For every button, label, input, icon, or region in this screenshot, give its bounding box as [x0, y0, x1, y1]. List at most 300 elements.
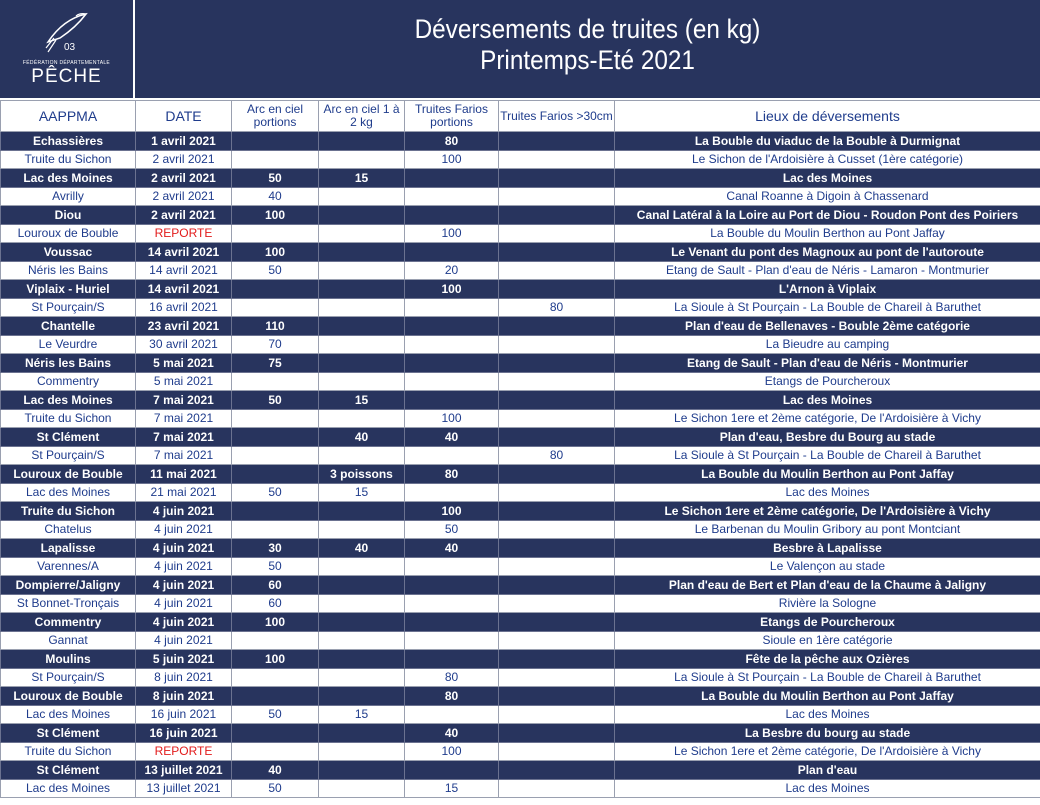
header-banner: [0, 0, 1040, 98]
cell-date: 8 juin 2021: [136, 687, 232, 706]
table-row: [1, 261, 1040, 280]
federation-logo: [0, 0, 135, 98]
cell-arc-portions: [232, 465, 319, 484]
cell-aappma: Chantelle: [1, 317, 136, 336]
cell-lieu: Plan d'eau: [615, 761, 1040, 780]
cell-lieu: Le Sichon 1ere et 2ème catégorie, De l'Ardoisière à Vichy: [615, 742, 1040, 761]
cell-farios-portions: 100: [405, 224, 499, 243]
cell-lieu: Canal Roanne à Digoin à Chassenard: [615, 187, 1040, 206]
cell-date: 4 juin 2021: [136, 520, 232, 539]
cell-arc-portions: 70: [232, 335, 319, 354]
cell-arc-1-2kg: [319, 446, 405, 465]
cell-arc-1-2kg: [319, 779, 405, 798]
cell-farios-portions: [405, 483, 499, 502]
cell-lieu: Plan d'eau de Bert et Plan d'eau de la Chaume à Jaligny: [615, 576, 1040, 595]
logo-number: 03: [64, 42, 76, 53]
table-row: [1, 187, 1040, 206]
table-row: [1, 576, 1040, 595]
cell-aappma: Louroux de Bouble: [1, 224, 136, 243]
table-row: [1, 150, 1040, 169]
cell-farios-portions: [405, 187, 499, 206]
cell-arc-1-2kg: [319, 520, 405, 539]
cell-aappma: Varennes/A: [1, 557, 136, 576]
cell-farios-portions: [405, 354, 499, 373]
cell-lieu: Le Barbenan du Moulin Gribory au pont Montciant: [615, 520, 1040, 539]
cell-date: 13 juillet 2021: [136, 779, 232, 798]
cell-aappma: Néris les Bains: [1, 261, 136, 280]
cell-arc-portions: 100: [232, 650, 319, 669]
cell-date: 4 juin 2021: [136, 576, 232, 595]
cell-lieu: La Sioule à St Pourçain - La Bouble de Chareil à Baruthet: [615, 446, 1040, 465]
cell-arc-1-2kg: [319, 409, 405, 428]
cell-date: REPORTE: [136, 742, 232, 761]
cell-farios-30cm: [499, 243, 615, 262]
cell-aappma: Diou: [1, 206, 136, 225]
cell-farios-portions: [405, 169, 499, 188]
cell-arc-portions: 50: [232, 557, 319, 576]
cell-farios-portions: [405, 446, 499, 465]
cell-arc-1-2kg: [319, 650, 405, 669]
cell-date: 14 avril 2021: [136, 261, 232, 280]
table-row: [1, 372, 1040, 391]
cell-aappma: Viplaix - Huriel: [1, 280, 136, 299]
table-row: [1, 280, 1040, 299]
cell-farios-30cm: [499, 557, 615, 576]
cell-farios-30cm: [499, 280, 615, 299]
cell-farios-portions: [405, 391, 499, 410]
cell-aappma: Avrilly: [1, 187, 136, 206]
table-row: [1, 317, 1040, 336]
cell-arc-portions: [232, 742, 319, 761]
cell-lieu: Lac des Moines: [615, 779, 1040, 798]
cell-arc-portions: [232, 280, 319, 299]
cell-arc-1-2kg: 3 poissons: [319, 465, 405, 484]
cell-arc-1-2kg: [319, 631, 405, 650]
table-row: [1, 779, 1040, 798]
cell-arc-portions: 50: [232, 261, 319, 280]
table-row: [1, 687, 1040, 706]
cell-farios-30cm: [499, 335, 615, 354]
table-row: [1, 428, 1040, 447]
cell-date: 7 mai 2021: [136, 446, 232, 465]
cell-aappma: Truite du Sichon: [1, 742, 136, 761]
cell-arc-portions: 100: [232, 243, 319, 262]
cell-farios-30cm: [499, 317, 615, 336]
cell-date: 2 avril 2021: [136, 187, 232, 206]
cell-aappma: Louroux de Bouble: [1, 687, 136, 706]
cell-farios-portions: 40: [405, 724, 499, 743]
cell-arc-1-2kg: [319, 687, 405, 706]
cell-farios-30cm: [499, 483, 615, 502]
cell-date: 8 juin 2021: [136, 668, 232, 687]
cell-farios-30cm: [499, 761, 615, 780]
cell-date: 7 mai 2021: [136, 428, 232, 447]
cell-arc-1-2kg: [319, 576, 405, 595]
table-row: [1, 409, 1040, 428]
cell-aappma: Commentry: [1, 613, 136, 632]
cell-date: REPORTE: [136, 224, 232, 243]
cell-farios-30cm: [499, 705, 615, 724]
cell-arc-portions: [232, 150, 319, 169]
cell-farios-portions: 80: [405, 687, 499, 706]
table-header-row: [1, 101, 1040, 132]
cell-lieu: Le Valençon au stade: [615, 557, 1040, 576]
cell-arc-portions: 40: [232, 761, 319, 780]
cell-arc-portions: 40: [232, 187, 319, 206]
cell-lieu: Plan d'eau de Bellenaves - Bouble 2ème catégorie: [615, 317, 1040, 336]
table-row: [1, 446, 1040, 465]
cell-farios-portions: 100: [405, 742, 499, 761]
column-header: Truites Farios >30cm: [499, 101, 615, 132]
cell-lieu: Lac des Moines: [615, 483, 1040, 502]
cell-arc-1-2kg: 15: [319, 169, 405, 188]
cell-farios-30cm: [499, 520, 615, 539]
table-row: [1, 631, 1040, 650]
cell-lieu: La Bouble du viaduc de la Bouble à Durmignat: [615, 132, 1040, 151]
cell-date: 11 mai 2021: [136, 465, 232, 484]
cell-lieu: Le Venant du pont des Magnoux au pont de l'autoroute: [615, 243, 1040, 262]
logo-name: PÊCHE: [31, 66, 102, 87]
cell-arc-portions: 100: [232, 613, 319, 632]
cell-aappma: Le Veurdre: [1, 335, 136, 354]
page-title: [180, 14, 995, 76]
cell-arc-portions: 100: [232, 206, 319, 225]
cell-arc-1-2kg: [319, 243, 405, 262]
cell-lieu: Etang de Sault - Plan d'eau de Néris - Lamaron - Montmurier: [615, 261, 1040, 280]
cell-farios-30cm: [499, 742, 615, 761]
cell-farios-30cm: [499, 576, 615, 595]
cell-arc-portions: [232, 724, 319, 743]
cell-date: 16 avril 2021: [136, 298, 232, 317]
cell-aappma: Lac des Moines: [1, 169, 136, 188]
cell-date: 4 juin 2021: [136, 613, 232, 632]
cell-arc-portions: [232, 428, 319, 447]
cell-farios-portions: [405, 576, 499, 595]
cell-farios-portions: 80: [405, 668, 499, 687]
cell-arc-portions: 60: [232, 576, 319, 595]
cell-arc-1-2kg: [319, 335, 405, 354]
cell-arc-1-2kg: 15: [319, 705, 405, 724]
cell-farios-30cm: [499, 668, 615, 687]
cell-aappma: Voussac: [1, 243, 136, 262]
table-row: [1, 724, 1040, 743]
cell-farios-30cm: [499, 613, 615, 632]
column-header: Lieux de déversements: [615, 101, 1040, 132]
table-row: [1, 705, 1040, 724]
cell-aappma: Lac des Moines: [1, 483, 136, 502]
cell-date: 2 avril 2021: [136, 150, 232, 169]
cell-arc-1-2kg: 15: [319, 483, 405, 502]
cell-arc-1-2kg: [319, 354, 405, 373]
cell-aappma: Néris les Bains: [1, 354, 136, 373]
deversements-table: [0, 100, 1040, 798]
column-header: Truites Farios portions: [405, 101, 499, 132]
cell-lieu: Fête de la pêche aux Ozières: [615, 650, 1040, 669]
cell-aappma: Truite du Sichon: [1, 409, 136, 428]
cell-aappma: St Pourçain/S: [1, 298, 136, 317]
cell-date: 7 mai 2021: [136, 391, 232, 410]
table-body: [1, 132, 1040, 798]
table-row: [1, 465, 1040, 484]
cell-aappma: St Clément: [1, 428, 136, 447]
table-row: [1, 483, 1040, 502]
cell-arc-1-2kg: [319, 613, 405, 632]
cell-aappma: Truite du Sichon: [1, 150, 136, 169]
cell-lieu: La Sioule à St Pourçain - La Bouble de Chareil à Baruthet: [615, 298, 1040, 317]
cell-arc-portions: [232, 224, 319, 243]
table-row: [1, 520, 1040, 539]
table-row: [1, 650, 1040, 669]
cell-lieu: Besbre à Lapalisse: [615, 539, 1040, 558]
cell-lieu: La Besbre du bourg au stade: [615, 724, 1040, 743]
cell-farios-30cm: 80: [499, 446, 615, 465]
title-line-2: Printemps-Eté 2021: [480, 45, 695, 75]
cell-lieu: Le Sichon 1ere et 2ème catégorie, De l'Ardoisière à Vichy: [615, 502, 1040, 521]
cell-lieu: Sioule en 1ère catégorie: [615, 631, 1040, 650]
cell-date: 30 avril 2021: [136, 335, 232, 354]
cell-date: 4 juin 2021: [136, 502, 232, 521]
cell-date: 14 avril 2021: [136, 280, 232, 299]
table-row: [1, 557, 1040, 576]
column-header: AAPPMA: [1, 101, 136, 132]
cell-aappma: Echassières: [1, 132, 136, 151]
cell-lieu: La Bouble du Moulin Berthon au Pont Jaffay: [615, 465, 1040, 484]
cell-arc-1-2kg: [319, 187, 405, 206]
cell-arc-portions: 50: [232, 391, 319, 410]
cell-farios-30cm: [499, 465, 615, 484]
cell-farios-30cm: [499, 354, 615, 373]
cell-aappma: Moulins: [1, 650, 136, 669]
cell-aappma: Lac des Moines: [1, 391, 136, 410]
cell-farios-30cm: [499, 594, 615, 613]
table-row: [1, 243, 1040, 262]
cell-date: 4 juin 2021: [136, 594, 232, 613]
cell-aappma: Chatelus: [1, 520, 136, 539]
cell-arc-portions: [232, 446, 319, 465]
cell-lieu: La Sioule à St Pourçain - La Bouble de Chareil à Baruthet: [615, 668, 1040, 687]
cell-arc-1-2kg: 40: [319, 428, 405, 447]
cell-lieu: Plan d'eau, Besbre du Bourg au stade: [615, 428, 1040, 447]
cell-farios-portions: [405, 557, 499, 576]
cell-farios-portions: 20: [405, 261, 499, 280]
cell-farios-portions: 100: [405, 150, 499, 169]
cell-farios-portions: [405, 650, 499, 669]
table-row: [1, 169, 1040, 188]
cell-date: 5 juin 2021: [136, 650, 232, 669]
cell-aappma: St Clément: [1, 761, 136, 780]
cell-arc-portions: 75: [232, 354, 319, 373]
table-row: [1, 224, 1040, 243]
cell-farios-portions: [405, 631, 499, 650]
cell-lieu: Canal Latéral à la Loire au Port de Diou - Roudon Pont des Poiriers: [615, 206, 1040, 225]
logo-federation-text: FÉDÉRATION DÉPARTEMENTALE: [22, 60, 111, 66]
cell-aappma: St Pourçain/S: [1, 668, 136, 687]
cell-aappma: Lac des Moines: [1, 779, 136, 798]
cell-date: 2 avril 2021: [136, 169, 232, 188]
cell-arc-portions: 50: [232, 169, 319, 188]
cell-lieu: Etang de Sault - Plan d'eau de Néris - Montmurier: [615, 354, 1040, 373]
column-header: Arc en ciel 1 à 2 kg: [319, 101, 405, 132]
cell-farios-portions: 100: [405, 409, 499, 428]
cell-arc-1-2kg: [319, 280, 405, 299]
cell-farios-portions: [405, 243, 499, 262]
cell-farios-30cm: [499, 502, 615, 521]
cell-farios-30cm: [499, 779, 615, 798]
cell-arc-1-2kg: [319, 742, 405, 761]
cell-arc-1-2kg: [319, 206, 405, 225]
cell-lieu: Le Sichon 1ere et 2ème catégorie, De l'Ardoisière à Vichy: [615, 409, 1040, 428]
cell-arc-1-2kg: [319, 261, 405, 280]
cell-date: 13 juillet 2021: [136, 761, 232, 780]
cell-arc-portions: [232, 502, 319, 521]
column-header: DATE: [136, 101, 232, 132]
table-row: [1, 539, 1040, 558]
title-line-1: Déversements de truites (en kg): [414, 14, 761, 44]
cell-farios-30cm: [499, 150, 615, 169]
table-row: [1, 742, 1040, 761]
cell-farios-portions: [405, 594, 499, 613]
table-row: [1, 335, 1040, 354]
cell-date: 2 avril 2021: [136, 206, 232, 225]
cell-lieu: Lac des Moines: [615, 705, 1040, 724]
cell-farios-30cm: [499, 409, 615, 428]
cell-lieu: Lac des Moines: [615, 391, 1040, 410]
cell-arc-1-2kg: [319, 317, 405, 336]
cell-farios-portions: [405, 206, 499, 225]
cell-arc-portions: [232, 409, 319, 428]
cell-date: 16 juin 2021: [136, 705, 232, 724]
cell-arc-1-2kg: [319, 298, 405, 317]
table-row: [1, 391, 1040, 410]
cell-arc-portions: [232, 132, 319, 151]
cell-arc-1-2kg: [319, 724, 405, 743]
cell-farios-30cm: [499, 391, 615, 410]
cell-arc-1-2kg: [319, 668, 405, 687]
cell-farios-portions: [405, 705, 499, 724]
cell-arc-portions: 50: [232, 483, 319, 502]
cell-farios-30cm: [499, 687, 615, 706]
table-row: [1, 613, 1040, 632]
cell-arc-portions: 60: [232, 594, 319, 613]
cell-arc-1-2kg: [319, 502, 405, 521]
cell-farios-30cm: [499, 224, 615, 243]
cell-farios-portions: 15: [405, 779, 499, 798]
cell-arc-1-2kg: 40: [319, 539, 405, 558]
cell-farios-portions: 40: [405, 539, 499, 558]
cell-arc-1-2kg: [319, 557, 405, 576]
cell-farios-portions: 40: [405, 428, 499, 447]
cell-date: 21 mai 2021: [136, 483, 232, 502]
cell-farios-30cm: [499, 169, 615, 188]
cell-farios-30cm: 80: [499, 298, 615, 317]
column-header: Arc en ciel portions: [232, 101, 319, 132]
cell-aappma: St Pourçain/S: [1, 446, 136, 465]
cell-farios-30cm: [499, 539, 615, 558]
cell-farios-portions: [405, 335, 499, 354]
cell-farios-30cm: [499, 724, 615, 743]
table-row: [1, 668, 1040, 687]
cell-lieu: Lac des Moines: [615, 169, 1040, 188]
cell-aappma: St Bonnet-Tronçais: [1, 594, 136, 613]
table-row: [1, 594, 1040, 613]
cell-aappma: Lac des Moines: [1, 705, 136, 724]
table-row: [1, 132, 1040, 151]
cell-date: 4 juin 2021: [136, 631, 232, 650]
cell-date: 16 juin 2021: [136, 724, 232, 743]
cell-arc-portions: [232, 520, 319, 539]
cell-aappma: Lapalisse: [1, 539, 136, 558]
cell-arc-portions: [232, 631, 319, 650]
cell-date: 23 avril 2021: [136, 317, 232, 336]
cell-date: 7 mai 2021: [136, 409, 232, 428]
cell-lieu: Rivière la Sologne: [615, 594, 1040, 613]
cell-aappma: St Clément: [1, 724, 136, 743]
cell-aappma: Truite du Sichon: [1, 502, 136, 521]
table-row: [1, 761, 1040, 780]
cell-date: 5 mai 2021: [136, 372, 232, 391]
fish-icon: [42, 8, 92, 56]
cell-arc-1-2kg: [319, 372, 405, 391]
cell-aappma: Louroux de Bouble: [1, 465, 136, 484]
table-row: [1, 298, 1040, 317]
cell-farios-30cm: [499, 631, 615, 650]
cell-farios-portions: 80: [405, 465, 499, 484]
cell-farios-portions: [405, 761, 499, 780]
cell-arc-portions: 30: [232, 539, 319, 558]
cell-farios-portions: [405, 298, 499, 317]
cell-arc-portions: 50: [232, 779, 319, 798]
cell-farios-portions: [405, 613, 499, 632]
table-row: [1, 502, 1040, 521]
cell-farios-portions: 50: [405, 520, 499, 539]
cell-date: 5 mai 2021: [136, 354, 232, 373]
cell-aappma: Dompierre/Jaligny: [1, 576, 136, 595]
cell-lieu: L'Arnon à Viplaix: [615, 280, 1040, 299]
cell-arc-portions: 110: [232, 317, 319, 336]
table-row: [1, 206, 1040, 225]
cell-farios-portions: 100: [405, 502, 499, 521]
cell-lieu: La Bieudre au camping: [615, 335, 1040, 354]
cell-aappma: Gannat: [1, 631, 136, 650]
cell-arc-portions: 50: [232, 705, 319, 724]
cell-date: 1 avril 2021: [136, 132, 232, 151]
cell-lieu: La Bouble du Moulin Berthon au Pont Jaffay: [615, 224, 1040, 243]
table-row: [1, 354, 1040, 373]
cell-date: 14 avril 2021: [136, 243, 232, 262]
cell-lieu: Le Sichon de l'Ardoisière à Cusset (1ère catégorie): [615, 150, 1040, 169]
cell-farios-30cm: [499, 428, 615, 447]
cell-farios-portions: 80: [405, 132, 499, 151]
cell-farios-30cm: [499, 206, 615, 225]
cell-arc-1-2kg: [319, 224, 405, 243]
cell-farios-portions: [405, 372, 499, 391]
cell-arc-portions: [232, 687, 319, 706]
cell-farios-30cm: [499, 187, 615, 206]
cell-arc-1-2kg: [319, 150, 405, 169]
cell-arc-portions: [232, 298, 319, 317]
cell-arc-portions: [232, 372, 319, 391]
cell-farios-30cm: [499, 261, 615, 280]
cell-farios-portions: 100: [405, 280, 499, 299]
cell-lieu: Etangs de Pourcheroux: [615, 372, 1040, 391]
cell-farios-portions: [405, 317, 499, 336]
cell-date: 4 juin 2021: [136, 539, 232, 558]
cell-date: 4 juin 2021: [136, 557, 232, 576]
cell-arc-portions: [232, 668, 319, 687]
cell-arc-1-2kg: 15: [319, 391, 405, 410]
cell-farios-30cm: [499, 650, 615, 669]
cell-arc-1-2kg: [319, 132, 405, 151]
